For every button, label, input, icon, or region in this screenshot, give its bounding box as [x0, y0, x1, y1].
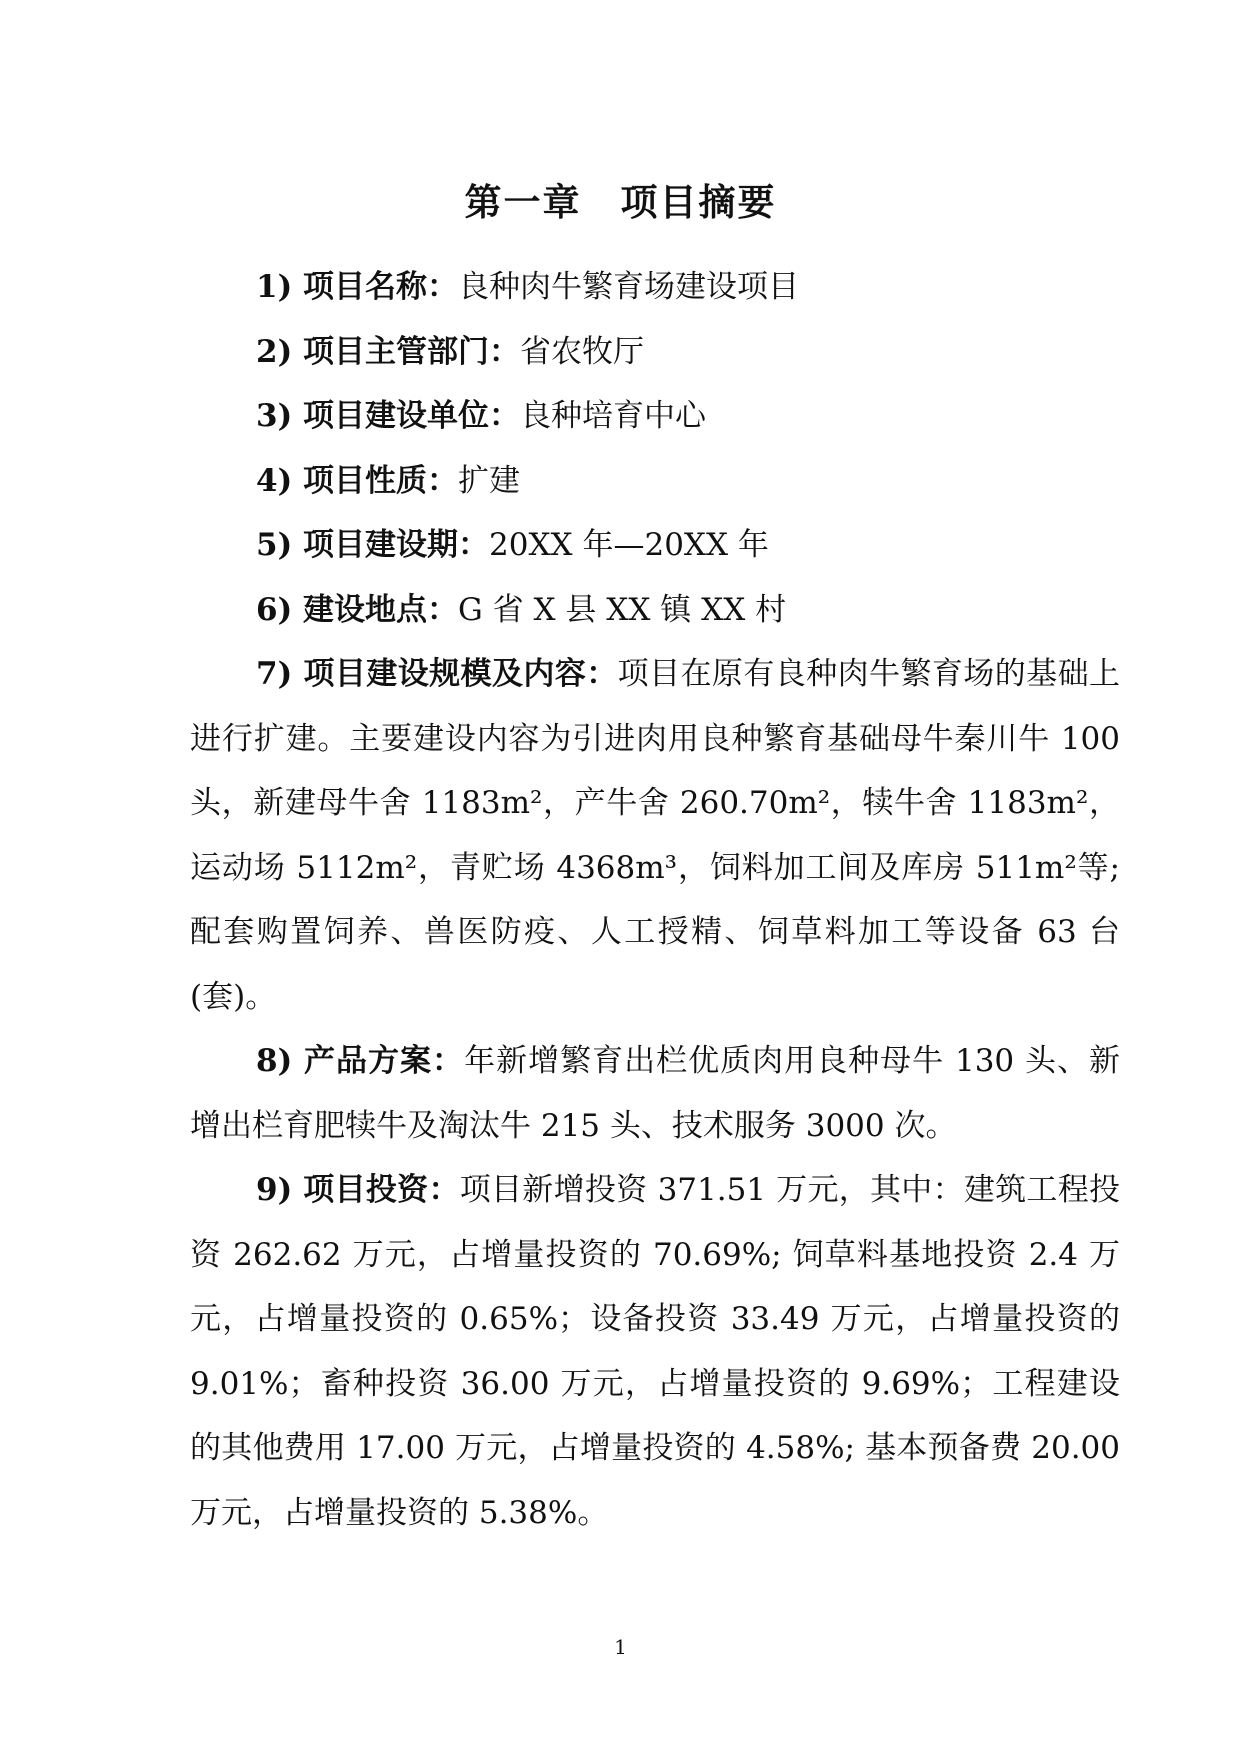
summary-content — [190, 255, 1120, 1545]
item-product-plan — [190, 1029, 1120, 1158]
item-project-name — [190, 255, 1120, 320]
item-authority — [190, 320, 1120, 385]
item-label: 4) 项目性质： — [256, 462, 459, 499]
item-builder — [190, 384, 1120, 449]
item-text: 扩建 — [458, 462, 521, 499]
chapter-title: 第一章 项目摘要 — [464, 180, 777, 224]
item-text: 省农牧厅 — [520, 333, 645, 370]
item-text: 良种培育中心 — [520, 398, 707, 434]
item-label: 2) 项目主管部门： — [256, 333, 521, 370]
item-label: 3) 项目建设单位： — [256, 398, 521, 434]
item-text: G 省 X 县 XX 镇 XX 村 — [458, 591, 787, 628]
item-label: 9) 项目投资： — [256, 1172, 460, 1208]
item-period — [190, 513, 1120, 578]
item-text: 项目新增投资 371.51 万元，其中：建筑工程投资 262.62 万元，占增量投资的 70.69%; 饲草料基地投资 2.4 万元，占增量投资的 0.65%；设备投资 33.49 万元，占增量投资的 9.01%；畜种投资 36.00 万元，占增量投资的 9.69%；工程建设的其他费用 17.00 万元，占增量投资的 4.58%; 基本预备费 20.00 万元，占增量投资的 5.38%。 — [190, 1172, 1120, 1531]
item-label: 8) 产品方案： — [256, 1043, 465, 1079]
item-scale-content — [190, 642, 1120, 1029]
item-label: 5) 项目建设期： — [256, 527, 490, 563]
item-nature — [190, 449, 1120, 514]
item-text: 项目在原有良种肉牛繁育场的基础上进行扩建。主要建设内容为引进肉用良种繁育基础母牛秦川牛 100 头，新建母牛舍 1183m²，产牛舍 260.70m²，犊牛舍 1183m²，运动场 5112m²，青贮场 4368m³，饲料加工间及库房 511m²等; 配套购置饲养、兽医防疫、人工授精、饲草料加工等设备 63 台(套)。 — [190, 656, 1120, 1015]
page-number: 1 — [614, 1635, 627, 1659]
item-label: 1) 项目名称： — [256, 269, 459, 305]
item-text: 年新增繁育出栏优质肉用良种母牛 130 头、新增出栏育肥犊牛及淘汰牛 215 头、技术服务 3000 次。 — [190, 1043, 1120, 1144]
item-location — [190, 578, 1120, 643]
item-text: 20XX 年—20XX 年 — [489, 527, 769, 563]
item-text: 良种肉牛繁育场建设项目 — [458, 269, 800, 305]
item-investment — [190, 1158, 1120, 1545]
item-label: 7) 项目建设规模及内容： — [256, 656, 618, 692]
item-label: 6) 建设地点： — [256, 591, 459, 628]
